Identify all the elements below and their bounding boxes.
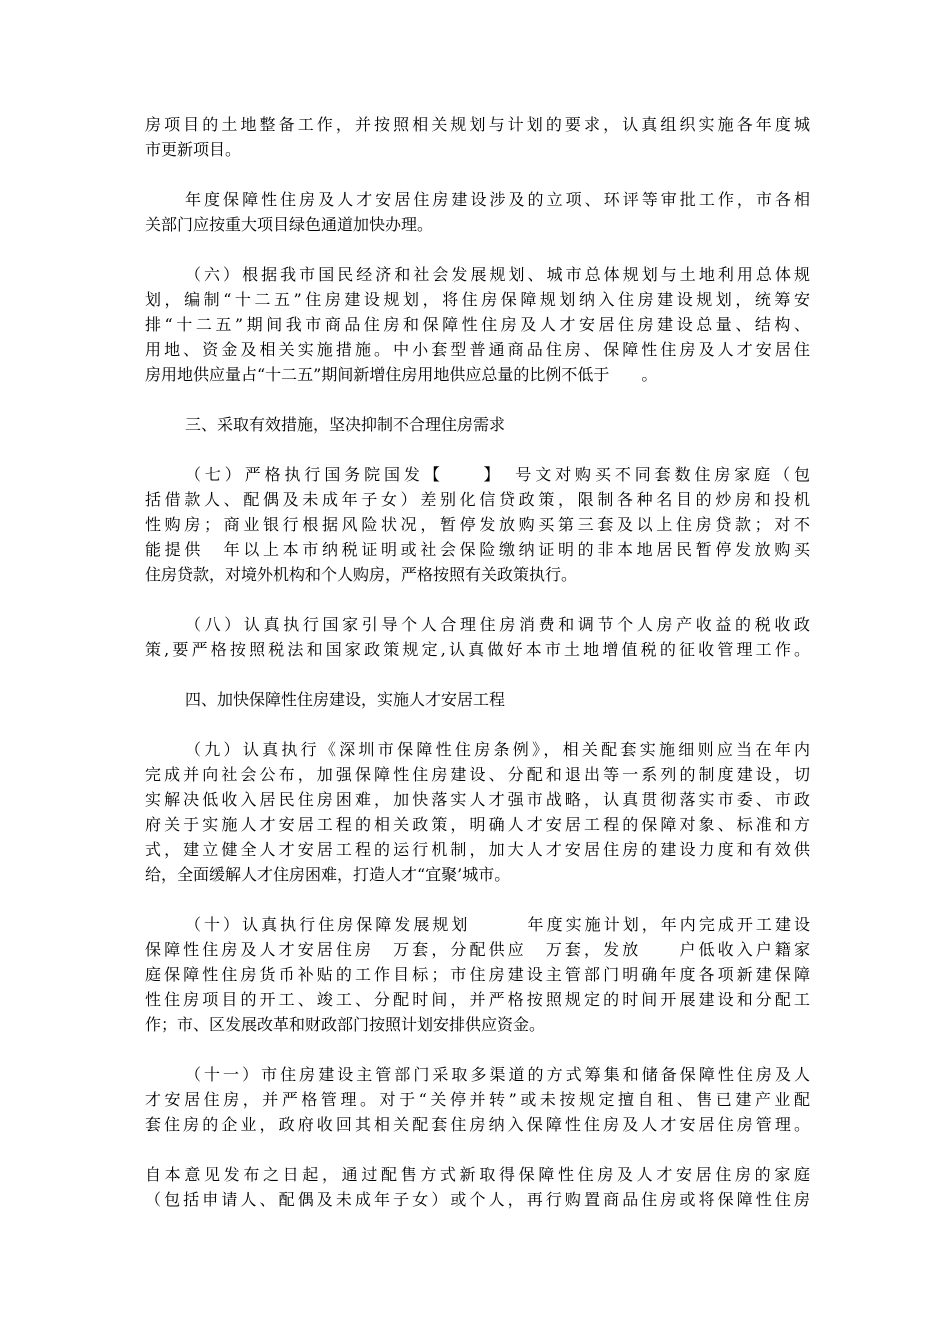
text-line: 自本意见发布之日起，通过配售方式新取得保障性住房及人才安居住房的家庭 <box>145 1165 810 1184</box>
paragraph-gap <box>145 162 810 187</box>
text-line: 房项目的土地整备工作，并按照相关规划与计划的要求，认真组织实施各年度城 <box>145 115 810 134</box>
text-line: 划，编制“十二五”住房建设规划，将住房保障规划纳入住房建设规划，统筹安 <box>145 290 810 309</box>
paragraph-p3 <box>145 262 810 387</box>
text-line: （六）根据我市国民经济和社会发展规划、城市总体规划与土地利用总体规 <box>185 265 810 284</box>
text-line: 实解决低收入居民住房困难，加快落实人才强市战略，认真贯彻落实市委、市政 <box>145 790 810 809</box>
text-line: 年度保障性住房及人才安居住房建设涉及的立项、环评等审批工作，市各相 <box>185 190 810 209</box>
text-line: 性购房；商业银行根据风险状况，暂停发放购买第三套及以上住房贷款；对不 <box>145 515 810 534</box>
paragraph-gap <box>145 662 810 687</box>
text-line: 市更新项目。 <box>145 140 242 159</box>
text-line: 用地、资金及相关实施措施。中小套型普通商品住房、保障性住房及人才安居住 <box>145 340 810 359</box>
paragraph-p2 <box>145 187 810 237</box>
text-line: 四、加快保障性住房建设，实施人才安居工程 <box>185 690 506 709</box>
text-line: （七）严格执行国务院国发【 】 号文对购买不同套数住房家庭（包 <box>185 465 810 484</box>
paragraph-p5 <box>145 462 810 587</box>
text-line: 保障性住房及人才安居住房 万套，分配供应 万套，发放 户低收入户籍家 <box>145 940 810 959</box>
text-line: 住房贷款，对境外机构和个人购房，严格按照有关政策执行。 <box>145 565 578 584</box>
text-line: （包括申请人、配偶及未成年子女）或个人，再行购置商品住房或将保障性住房 <box>145 1190 810 1209</box>
paragraph-gap <box>145 712 810 737</box>
document-page <box>145 112 810 1212</box>
paragraph-p10 <box>145 1062 810 1137</box>
text-line: 府关于实施人才安居工程的相关政策，明确人才安居工程的保障对象、标准和方 <box>145 815 810 834</box>
paragraph-gap <box>145 1037 810 1062</box>
text-line: 性住房项目的开工、竣工、分配时间，并严格按照规定的时间开展建设和分配工 <box>145 990 810 1009</box>
text-line: 三、采取有效措施，坚决抑制不合理住房需求 <box>185 415 506 434</box>
paragraph-gap <box>145 387 810 412</box>
paragraph-gap <box>145 587 810 612</box>
paragraph-p8 <box>145 737 810 887</box>
paragraph-p7 <box>145 687 810 712</box>
paragraph-p1 <box>145 112 810 162</box>
text-line: 套住房的企业，政府收回其相关配套住房纳入保障性住房及人才安居住房管理。 <box>145 1115 810 1134</box>
text-line: 策,要严格按照税法和国家政策规定,认真做好本市土地增值税的征收管理工作。 <box>145 640 810 659</box>
paragraph-gap <box>145 887 810 912</box>
paragraph-gap <box>145 237 810 262</box>
text-line: 给，全面缓解人才住房困难，打造人才“宜聚’城市。 <box>145 865 511 884</box>
text-line: （九）认真执行《深圳市保障性住房条例》，相关配套实施细则应当在年内 <box>185 740 810 759</box>
text-line: 才安居住房，并严格管理。对于“关停并转”或未按规定擅自租、售已建产业配 <box>145 1090 810 1109</box>
paragraph-gap <box>145 437 810 462</box>
text-line: 房用地供应量占“十二五”期间新增住房用地供应总量的比例不低于 。 <box>145 365 658 384</box>
text-line: （十一）市住房建设主管部门采取多渠道的方式筹集和储备保障性住房及人 <box>185 1065 810 1084</box>
text-line: （八）认真执行国家引导个人合理住房消费和调节个人房产收益的税收政 <box>185 615 810 634</box>
text-line: 关部门应按重大项目绿色通道加快办理。 <box>145 215 434 234</box>
text-line: 式，建立健全人才安居工程的运行机制，加大人才安居住房的建设力度和有效供 <box>145 840 810 859</box>
text-line: 括借款人、配偶及未成年子女）差别化信贷政策，限制各种名目的炒房和投机 <box>145 490 810 509</box>
text-line: 能提供 年以上本市纳税证明或社会保险缴纳证明的非本地居民暂停发放购买 <box>145 540 810 559</box>
text-line: （十）认真执行住房保障发展规划 年度实施计划，年内完成开工建设 <box>185 915 810 934</box>
text-line: 完成并向社会公布，加强保障性住房建设、分配和退出等一系列的制度建设，切 <box>145 765 810 784</box>
paragraph-p11 <box>145 1162 810 1212</box>
paragraph-gap <box>145 1137 810 1162</box>
paragraph-p4 <box>145 412 810 437</box>
text-line: 作；市、区发展改革和财政部门按照计划安排供应资金。 <box>145 1015 546 1034</box>
paragraph-p9 <box>145 912 810 1037</box>
text-line: 庭保障性住房货币补贴的工作目标；市住房建设主管部门明确年度各项新建保障 <box>145 965 810 984</box>
text-line: 排“十二五”期间我市商品住房和保障性住房及人才安居住房建设总量、结构、 <box>145 315 810 334</box>
paragraph-p6 <box>145 612 810 662</box>
